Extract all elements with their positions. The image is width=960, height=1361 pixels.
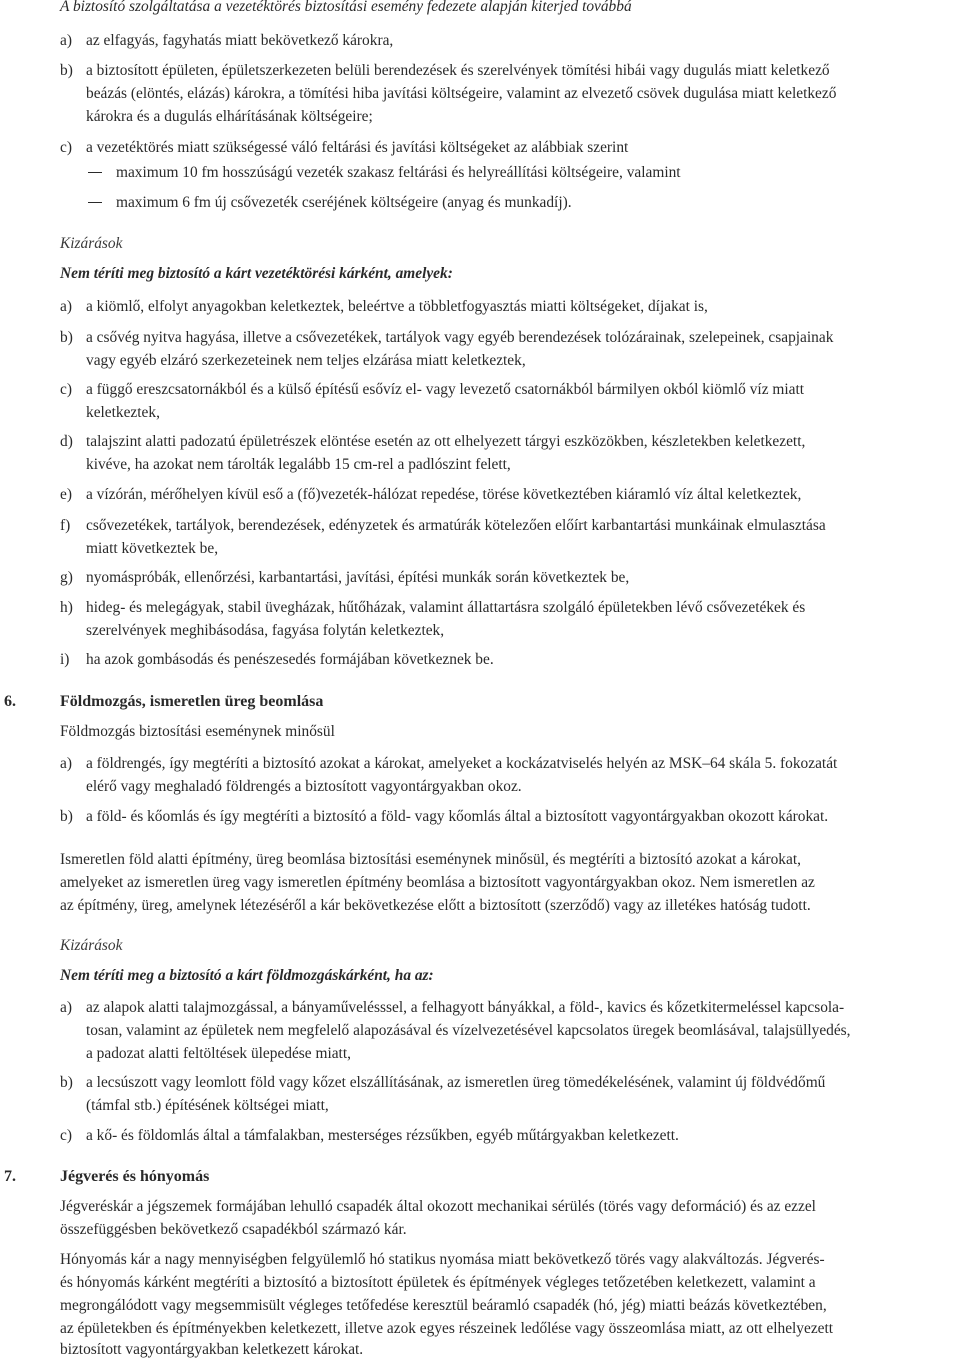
item-text: szerelvények meghibásodása, fagyása folytán keletkeztek, bbox=[86, 622, 445, 639]
paragraph-line: biztosított vagyontárgyakban keletkezett károkat. bbox=[60, 1341, 364, 1358]
paragraph-line: Hónyomás kár a nagy mennyiségben felgyülemlő hó statikus nyomása miatt bekövetkező törés vagy alakváltozás. Jégverés- bbox=[60, 1251, 825, 1268]
item-text: (támfal stb.) építésének költségei miatt, bbox=[86, 1097, 329, 1114]
item-label: f) bbox=[60, 517, 71, 534]
item-text: a földrengés, így megtéríti a biztosító azokat a károkat, amelyeket a kockázatviselés helyén az MSK–64 skála 5. fokozatát bbox=[86, 755, 838, 772]
item-text: keletkeztek, bbox=[86, 404, 160, 421]
section-intro: Földmozgás biztosítási eseménynek minősül bbox=[60, 723, 335, 740]
paragraph-line: Jégveréskár a jégszemek formájában lehulló csapadék által okozott mechanikai sérülés (törés vagy deformáció) és az ezzel bbox=[60, 1198, 816, 1215]
item-text: miatt következtek be, bbox=[86, 540, 219, 557]
item-label: h) bbox=[60, 599, 73, 616]
item-label: i) bbox=[60, 651, 70, 668]
section-title: Földmozgás, ismeretlen üreg beomlása bbox=[60, 693, 324, 710]
item-text: a föld- és kőomlás és így megtéríti a biztosító a föld- vagy kőomlás által a biztosított vagyontárgyakban okozott károkat. bbox=[86, 808, 829, 825]
item-text: a biztosított épületen, épületszerkezeten belüli berendezések és szerelvények tömítési hibái vagy dugulás miatt keletkező bbox=[86, 62, 830, 79]
item-text: a kő- és földomlás által a támfalakban, mesterséges rézsűkben, egyéb műtárgyakban keletkezett. bbox=[86, 1127, 679, 1144]
paragraph-line: megrongálódott vagy megsemmisült végleges tetőfedése keresztül beáramló csapadék (hó, jég) miatti beázás következtében, bbox=[60, 1297, 827, 1314]
exclusions-title: Kizárások bbox=[60, 937, 123, 954]
item-label: a) bbox=[60, 999, 72, 1016]
item-text: a függő ereszcsatornákból és a külső építésű esővíz el- vagy levezető csatornákból bármilyen okból kiömlő víz miatt bbox=[86, 381, 805, 398]
item-text: károkra és a dugulás elhárításának költségeire; bbox=[86, 108, 373, 125]
item-text: csővezetékek, tartályok, berendezések, edényzetek és armatúrák kötelezően előírt karbantartási munkáinak elmulasztása bbox=[86, 517, 826, 534]
item-text: a vízórán, mérőhelyen kívül eső a (fő)vezeték-hálózat repedése, törése következtében kiáramló víz által keletkeztek, bbox=[86, 486, 802, 503]
item-text: talajszint alatti padozatú épületrészek elöntése esetén az ott elhelyezett tárgyi eszközökben, készletekben keletkezett, bbox=[86, 433, 806, 450]
item-text: az elfagyás, fagyhatás miatt bekövetkező károkra, bbox=[86, 32, 394, 49]
item-text: a kiömlő, elfolyt anyagokban keletkeztek, beleértve a többletfogyasztás miatti költségeket, díjakat is, bbox=[86, 298, 708, 315]
item-label: c) bbox=[60, 139, 72, 156]
item-text: ha azok gombásodás és penészesedés formájában következnek be. bbox=[86, 651, 494, 668]
item-text: tosan, valamint az épületek nem megfelelő alapozásával és vízelvezetésével kapcsolatos üregek beomlásával, talajsüllyedés, bbox=[86, 1022, 851, 1039]
dash-item-text: maximum 6 fm új csővezeték cseréjének költségeire (anyag és munkadíj). bbox=[116, 194, 572, 211]
exclusions-title: Kizárások bbox=[60, 235, 123, 252]
item-text: a padozat alatti feltöltések ülepedése miatt, bbox=[86, 1045, 351, 1062]
intro-heading: A biztosító szolgáltatása a vezetéktörés biztosítási esemény fedezete alapján kiterjed továbbá bbox=[60, 0, 632, 15]
item-label: a) bbox=[60, 32, 72, 49]
item-text: vagy egyéb elzáró szerkezeteinek nem teljes elzárása miatt keletkeztek, bbox=[86, 352, 526, 369]
item-label: d) bbox=[60, 433, 73, 450]
paragraph-line: összefüggésben bekövetkező csapadékból származó kár. bbox=[60, 1221, 407, 1238]
item-text: elérő vagy meghaladó földrengés a biztosított vagyontárgyakban okoz. bbox=[86, 778, 522, 795]
item-text: kivéve, ha azokat nem tárolták legalább 15 cm-rel a padlószint felett, bbox=[86, 456, 511, 473]
dash-bullet bbox=[88, 202, 102, 203]
paragraph-line: az épületekben és építményekben keletkezett, illetve azok egyes részeinek ledőlése vagy összeomlása miatt, az ott elhelyezett bbox=[60, 1320, 834, 1337]
paragraph-line: amelyeket az ismeretlen üreg vagy ismeretlen építmény beomlása a biztosított vagyontárgyakban okoz. Nem ismeretlen az bbox=[60, 874, 815, 891]
item-text: az alapok alatti talajmozgással, a bányaművelésssel, a felhagyott bányákkal, a föld-, kavics és kőzetkitermeléssel kapcsola- bbox=[86, 999, 845, 1016]
item-label: b) bbox=[60, 808, 73, 825]
item-label: a) bbox=[60, 298, 72, 315]
item-label: b) bbox=[60, 329, 73, 346]
item-text: nyomáspróbák, ellenőrzési, karbantartási, javítási, építési munkák során következtek be, bbox=[86, 569, 630, 586]
item-text: beázás (elöntés, elázás) károkra, a tömítési hiba javítási költségeire, valamint az elvezető csövek dugulása miatt keletkező bbox=[86, 85, 837, 102]
item-text: a vezetéktörés miatt szükségessé váló feltárási és javítási költségeket az alábbiak szerint bbox=[86, 139, 629, 156]
exclusions-subtitle: Nem téríti meg biztosító a kárt vezetéktörési kárként, amelyek: bbox=[60, 265, 453, 282]
section-number: 7. bbox=[4, 1168, 16, 1185]
item-label: g) bbox=[60, 569, 73, 586]
item-label: b) bbox=[60, 62, 73, 79]
exclusions-subtitle: Nem téríti meg a biztosító a kárt földmozgáskárként, ha az: bbox=[60, 967, 434, 984]
item-label: b) bbox=[60, 1074, 73, 1091]
item-text: a lecsúszott vagy leomlott föld vagy kőzet elszállításának, az ismeretlen üreg tömedékelésének, valamint új földvédőmű bbox=[86, 1074, 826, 1091]
item-text: a csővég nyitva hagyása, illetve a csővezetékek, tartályok vagy egyéb berendezések tolózárainak, szelepeinek, csapjainak bbox=[86, 329, 834, 346]
item-label: a) bbox=[60, 755, 72, 772]
section-number: 6. bbox=[4, 693, 16, 710]
item-text: hideg- és melegágyak, stabil üvegházak, hűtőházak, valamint állattartásra szolgáló épületekben lévő csővezetékek és bbox=[86, 599, 806, 616]
dash-bullet bbox=[88, 172, 102, 173]
item-label: e) bbox=[60, 486, 72, 503]
item-label: c) bbox=[60, 381, 72, 398]
section-title: Jégverés és hónyomás bbox=[60, 1168, 210, 1185]
item-label: c) bbox=[60, 1127, 72, 1144]
paragraph-line: az építmény, üreg, amelynek létezéséről a kár bekövetkezése előtt a biztosított (szerződő) vagy az illetékes hatóság tudott. bbox=[60, 897, 811, 914]
paragraph-line: Ismeretlen föld alatti építmény, üreg beomlása biztosítási eseménynek minősül, és megtéríti a biztosító azokat a károkat, bbox=[60, 851, 801, 868]
paragraph-line: és hónyomás kárként megtéríti a biztosító a biztosított épületek és építmények végleges tetőzetében keletkezett, valamint a bbox=[60, 1274, 816, 1291]
dash-item-text: maximum 10 fm hosszúságú vezeték szakasz feltárási és helyreállítási költségeire, valamint bbox=[116, 164, 681, 181]
